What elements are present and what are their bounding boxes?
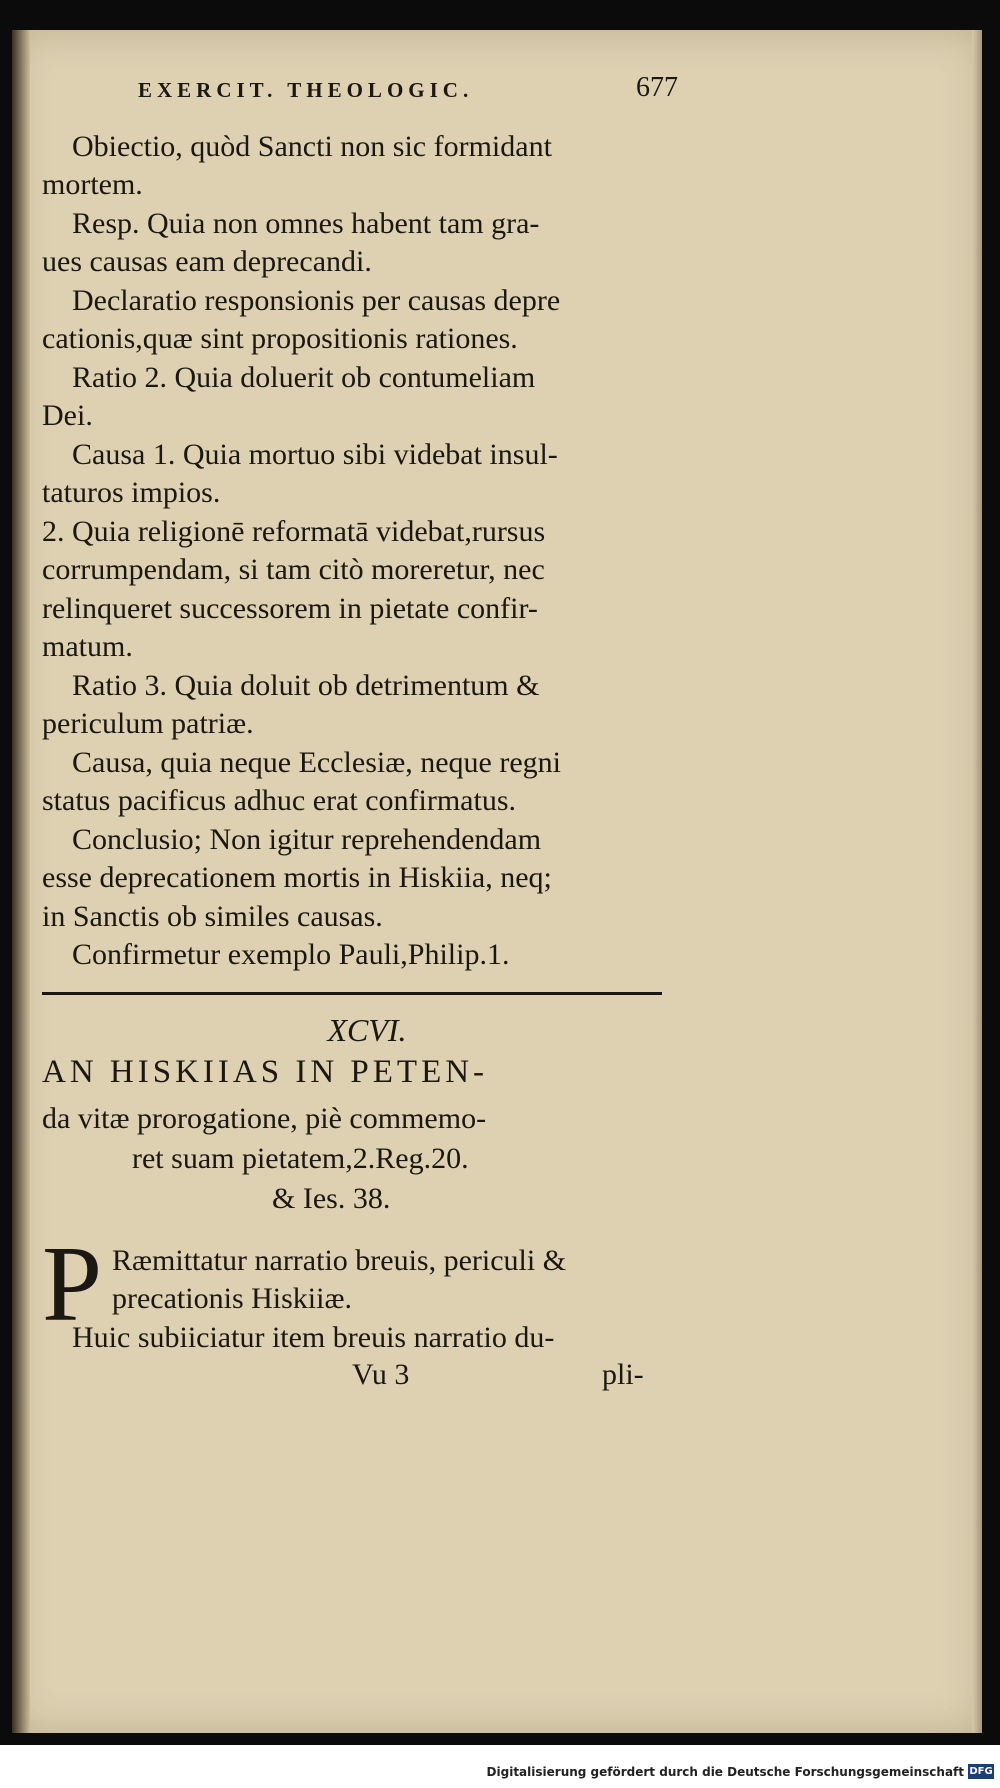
text-line: corrumpendam, si tam citò moreretur, nec xyxy=(42,553,545,586)
page-number: 677 xyxy=(636,72,678,103)
funding-credit: Digitalisierung gefördert durch die Deutsche Forschungsgemeinschaft xyxy=(486,1765,964,1779)
text-line: in Sanctis ob similes causas. xyxy=(42,900,383,933)
text-line: Causa, quia neque Ecclesiæ, neque regni xyxy=(72,746,561,779)
text-line: Ratio 2. Quia doluerit ob contumeliam xyxy=(72,361,536,394)
dfg-logo-icon: DFG xyxy=(969,1766,993,1777)
running-head xyxy=(138,72,678,112)
text-line: Causa 1. Quia mortuo sibi videbat insul- xyxy=(72,438,558,471)
signature-mark: Vu 3 xyxy=(352,1358,410,1391)
text-line: Conclusio; Non igitur reprehendendam xyxy=(72,823,542,856)
body-line: Ræmittatur narratio breuis, periculi & xyxy=(112,1244,567,1277)
section-title-line: ret suam pietatem,2.Reg.20. xyxy=(132,1142,469,1175)
text-line: taturos impios. xyxy=(42,476,221,509)
section-title: AN HISKIIAS IN PETEN- xyxy=(42,1054,489,1090)
section-number: XCVI. xyxy=(327,1012,407,1048)
text-line: 2. Quia religionē reformatā videbat,rursus xyxy=(42,515,546,548)
text-line: Declaratio responsionis per causas depre xyxy=(72,284,561,317)
body-line: precationis Hiskiiæ. xyxy=(112,1282,352,1315)
text-line: Dei. xyxy=(42,399,93,432)
text-line: esse deprecationem mortis in Hiskiia, neq; xyxy=(42,861,552,894)
catchword: pli- xyxy=(602,1358,644,1391)
text-line: cationis,quæ sint propositionis rationes. xyxy=(42,322,518,355)
section-rule xyxy=(42,992,662,995)
text-line: Ratio 3. Quia doluit ob detrimentum & xyxy=(72,669,540,702)
text-line: periculum patriæ. xyxy=(42,707,254,740)
text-line: mortem. xyxy=(42,168,143,201)
drop-cap: P xyxy=(42,1225,103,1344)
text-line: matum. xyxy=(42,630,133,663)
text-line: Confirmetur exemplo Pauli,Philip.1. xyxy=(72,938,510,971)
text-line: Resp. Quia non omnes habent tam gra- xyxy=(72,207,540,240)
section-title-line: & Ies. 38. xyxy=(272,1182,391,1215)
text-line: Obiectio, quòd Sancti non sic formidant xyxy=(72,130,552,163)
text-line: relinqueret successorem in pietate confir- xyxy=(42,592,538,625)
text-line: ues causas eam deprecandi. xyxy=(42,245,372,278)
body-line: Huic subiiciatur item breuis narratio du- xyxy=(72,1321,555,1354)
running-title: EXERCIT. THEOLOGIC. xyxy=(138,78,474,102)
book-page xyxy=(12,30,982,1733)
section-title-line: da vitæ prorogatione, piè commemo- xyxy=(42,1102,487,1135)
text-line: status pacificus adhuc erat confirmatus. xyxy=(42,784,516,817)
footer-bar xyxy=(0,1745,1000,1788)
